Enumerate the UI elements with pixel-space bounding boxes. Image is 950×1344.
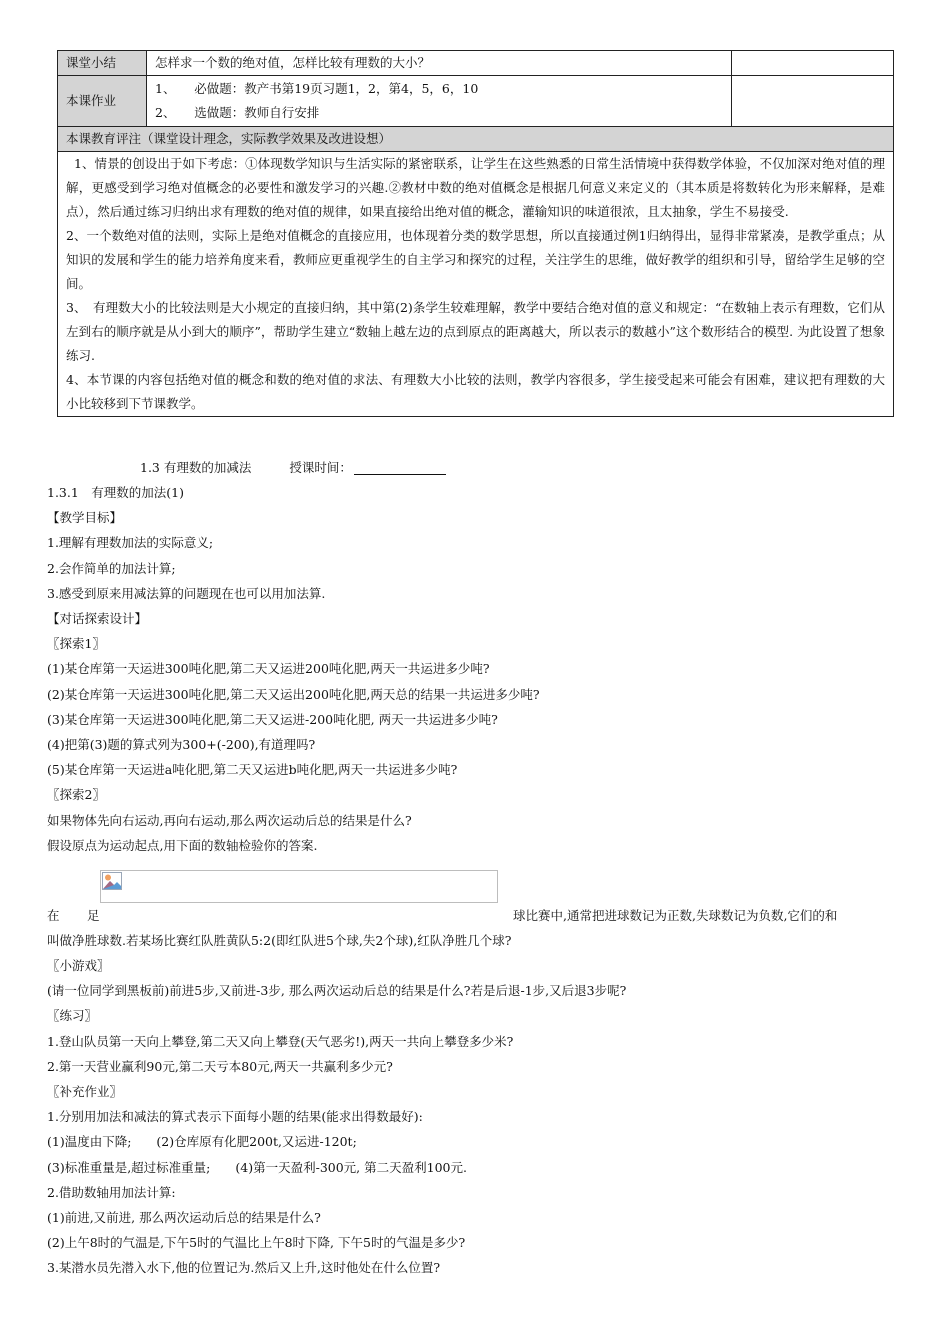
- practice-2: 2.第一天营业赢利90元,第二天亏本80元,两天一共赢利多少元?: [47, 1058, 393, 1074]
- summary-text: 怎样求一个数的绝对值，怎样比较有理数的大小？: [147, 51, 732, 76]
- practice-1: 1.登山队员第一天向上攀登,第二天又向上攀登(天气恶劣!),两天一共向上攀登多少米?: [47, 1033, 514, 1049]
- homework-optional: 2、 选做题：教师自行安排: [155, 105, 320, 120]
- explore-1-q3: (3)某仓库第一天运进300吨化肥,第二天又运进-200吨化肥, 两天一共运进多少吨?: [47, 711, 498, 727]
- section-title: 1.3.1 有理数的加法(1): [47, 485, 185, 500]
- mini-game-text: (请一位同学到黑板前)前进5步,又前进-3步, 那么两次运动后总的结果是什么?若是后退-1步,又后退3步呢?: [47, 983, 627, 999]
- summary-row: [58, 51, 894, 76]
- explore-1-q5: (5)某仓库第一天运进a吨化肥,第二天又运进b吨化肥,两天一共运进多少吨?: [47, 762, 458, 778]
- summary-label: 课堂小结: [58, 51, 147, 76]
- lesson-time-label: 授课时间：: [289, 460, 352, 475]
- explore-1-q2: (2)某仓库第一天运进300吨化肥,第二天又运出200吨化肥,两天总的结果一共运进多少吨?: [47, 686, 540, 702]
- homework-row: [58, 76, 894, 127]
- remark-paragraph-1: 1、情景的创设出于如下考虑：①体现数学知识与生活实际的紧密联系，让学生在这些熟悉的日常生活情境中获得数学体验，不仅加深对绝对值的理解，更感受到学习绝对值概念的必要性和激发学习的兴趣.②教材中数的绝对值概念是根据几何意义来定义的（其本质是将数转化为形来解释，是难点），然后通过练习归纳出求有理数的绝对值的规律，如果直接给出绝对值的概念，灌输知识的味道很浓，且太抽象，学生不易接受.: [66, 156, 885, 219]
- remark-paragraph-3: 3、 有理数大小的比较法则是大小规定的直接归纳，其中第(2)条学生较难理解，教学中要结合绝对值的意义和规定：“在数轴上表示有理数，它们从左到右的顺序就是从小到大的顺序”，帮助学生建立“数轴上越左边的点到原点的距离越大，所以表示的数越小”这个数形结合的模型. 为此设置了想象练习.: [66, 300, 885, 363]
- extra-homework-heading: 〖补充作业〗: [47, 1084, 123, 1100]
- football-text-part-3: 球比赛中,通常把进球数记为正数,失球数记为负数,它们的和: [513, 908, 838, 923]
- explore-1-heading: 〖探索1〗: [47, 636, 105, 652]
- remark-paragraph-2: 2、一个数绝对值的法则，实际上是绝对值概念的直接应用，也体现着分类的数学思想，所以直接通过例1归纳得出，显得非常紧凑，是教学重点；从知识的发展和学生的能力培养角度来看，教师应更重视学生的自主学习和探究的过程，关注学生的思维，做好教学的组织和引导，留给学生足够的空间。: [66, 228, 885, 291]
- remark-paragraph-4: 4、本节课的内容包括绝对值的概念和数的绝对值的求法、有理数大小比较的法则，教学内容很多，学生接受起来可能会有困难，建议把有理数的大小比较移到下节课教学。: [66, 372, 885, 411]
- football-text-part-2: 足: [87, 908, 100, 923]
- homework-required: 1、 必做题：教产书第19页习题1，2，第4，5，6，10: [155, 81, 479, 96]
- remark-body: [58, 152, 894, 417]
- remark-header: 本课教育评注（课堂设计理念，实际教学效果及改进设想）: [58, 127, 894, 152]
- objective-1: 1.理解有理数加法的实际意义;: [47, 535, 214, 551]
- objectives-heading: 【教学目标】: [47, 510, 123, 526]
- extra-homework-2-a: (1)前进,又前进, 那么两次运动后总的结果是什么?: [47, 1210, 321, 1226]
- lesson-title: 1.3 有理数的加减法: [140, 460, 252, 475]
- extra-homework-1-b: (3)标准重量是,超过标准重量; (4)第一天盈利-300元, 第二天盈利100元.: [47, 1159, 467, 1175]
- explore-1-q4: (4)把第(3)题的算式列为300+(-200),有道理吗?: [47, 737, 316, 753]
- extra-homework-3: 3.某潜水员先潜入水下,他的位置记为.然后又上升,这时他处在什么位置?: [47, 1260, 441, 1276]
- explore-2-heading: 〖探索2〗: [47, 787, 105, 803]
- number-line-image-placeholder: [100, 870, 498, 903]
- homework-label: 本课作业: [58, 76, 147, 127]
- extra-homework-2: 2.借助数轴用加法计算:: [47, 1184, 176, 1200]
- broken-image-icon: [102, 872, 122, 890]
- explore-1-q1: (1)某仓库第一天运进300吨化肥,第二天又运进200吨化肥,两天一共运进多少吨?: [47, 661, 490, 677]
- remark-header-row: [58, 127, 894, 152]
- football-text-part-4: 叫做净胜球数.若某场比赛红队胜黄队5:2(即红队进5个球,失2个球),红队净胜几个球?: [47, 933, 512, 948]
- extra-homework-1: 1.分别用加法和减法的算式表示下面每小题的结果(能求出得数最好):: [47, 1109, 423, 1125]
- dialogue-heading: 【对话探索设计】: [47, 611, 148, 627]
- homework-empty-cell: [732, 76, 894, 127]
- explore-2-q1: 如果物体先向右运动,再向右运动,那么两次运动后总的结果是什么?: [47, 812, 412, 828]
- lesson-title-line: [140, 458, 446, 476]
- content-part-2: [47, 953, 917, 1281]
- lesson-table: [57, 50, 894, 417]
- remark-body-row: [58, 152, 894, 417]
- football-text-part-1: 在: [47, 908, 60, 923]
- objective-2: 2.会作简单的加法计算;: [47, 560, 176, 576]
- content-part-1: [47, 480, 917, 858]
- objective-3: 3.感受到原来用减法算的问题现在也可以用加法算.: [47, 585, 326, 601]
- lesson-time-blank: [354, 459, 446, 475]
- practice-heading: 〖练习〗: [47, 1008, 98, 1024]
- explore-2-q2: 假设原点为运动起点,用下面的数轴检验你的答案.: [47, 837, 318, 853]
- extra-homework-2-b: (2)上午8时的气温是,下午5时的气温比上午8时下降, 下午5时的气温是多少?: [47, 1235, 466, 1251]
- summary-empty-cell: [732, 51, 894, 76]
- extra-homework-1-a: (1)温度由下降; (2)仓库原有化肥200t,又运进-120t;: [47, 1134, 357, 1150]
- mini-game-heading: 〖小游戏〗: [47, 958, 110, 973]
